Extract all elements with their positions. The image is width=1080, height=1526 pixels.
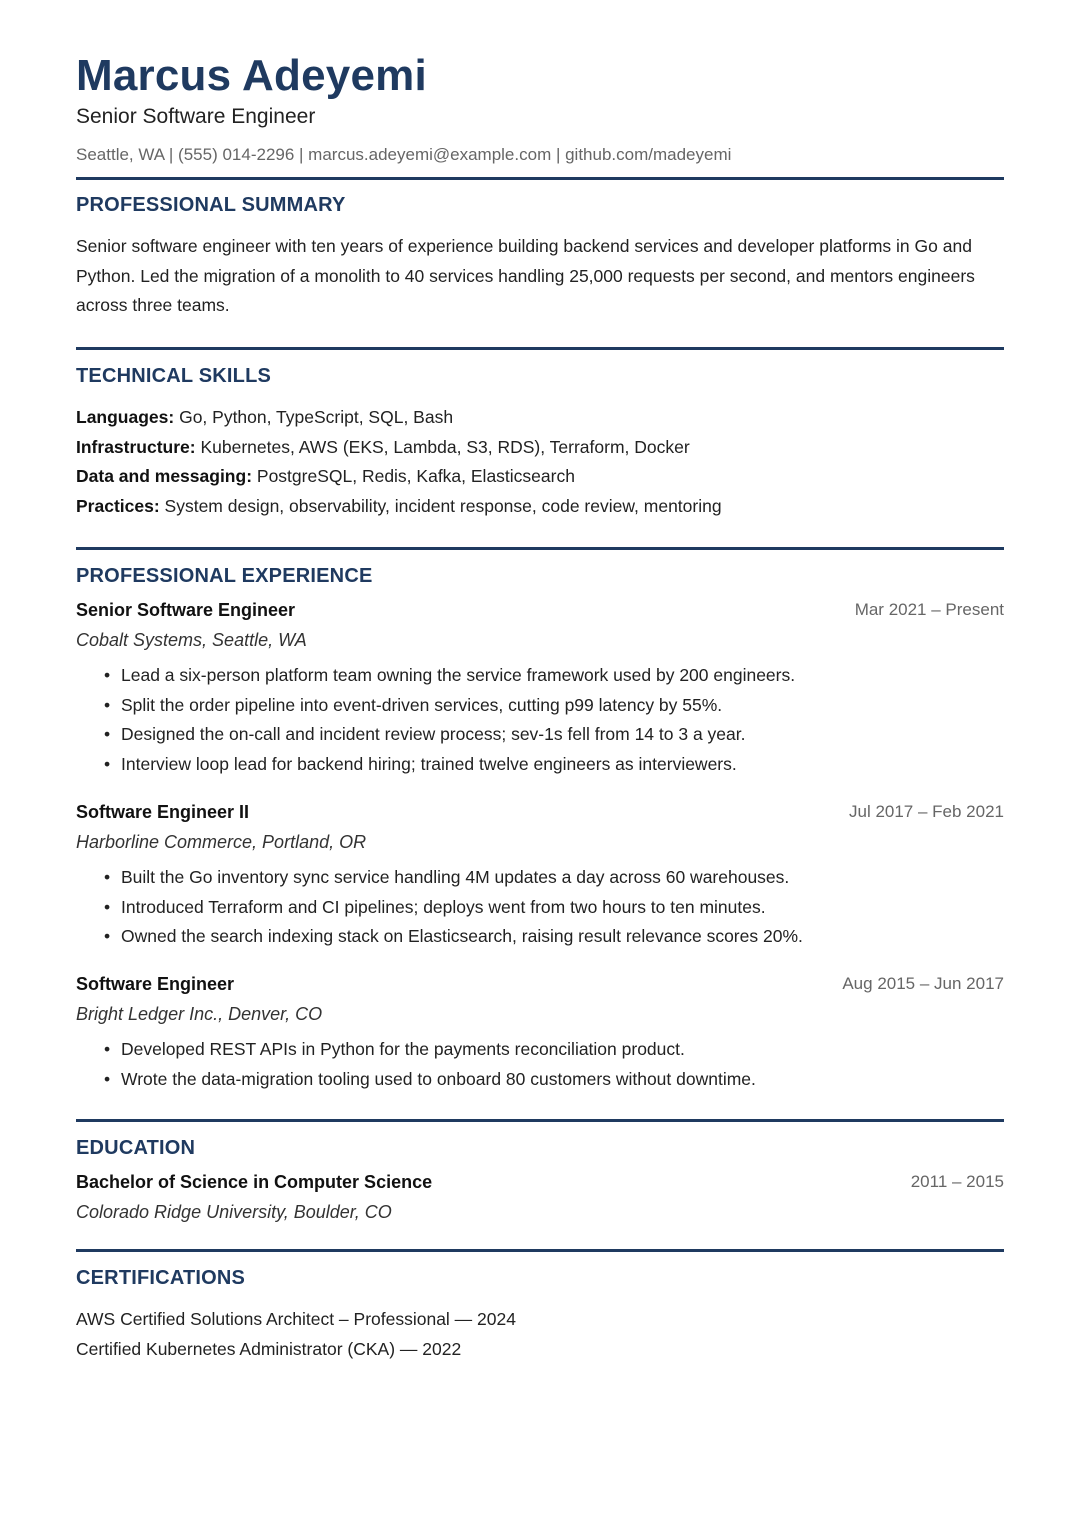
degree-title: Bachelor of Science in Computer Science [76, 1172, 433, 1192]
job-bullets [76, 661, 1004, 779]
job-header [76, 797, 1004, 827]
education-header [76, 1167, 1004, 1197]
section-divider [76, 347, 1004, 350]
skill-label: Practices: [76, 495, 160, 516]
job-organization: Harborline Commerce, Portland, OR [76, 832, 367, 852]
job-header [76, 969, 1004, 999]
bullet-item: • Introduced Terraform and CI pipelines; deploys went from two hours to ten minutes. [104, 893, 1004, 923]
job-bullets [76, 863, 1004, 952]
job-entry [76, 969, 1004, 1094]
bullet-item: • Lead a six-person platform team owning the service framework used by 200 engineers. [104, 661, 1004, 691]
skill-row-data-messaging [76, 462, 1004, 492]
job-bullets [76, 1035, 1004, 1094]
bullet-item: • Developed REST APIs in Python for the payments reconciliation product. [104, 1035, 1004, 1065]
contact-line: Seattle, WA | (555) 014-2296 | marcus.adeyemi@example.com | github.com/madeyemi [76, 145, 732, 164]
education-entry [76, 1167, 1004, 1227]
skill-row-infrastructure [76, 433, 1004, 463]
skill-value: Go, Python, TypeScript, SQL, Bash [174, 407, 454, 427]
job-organization: Bright Ledger Inc., Denver, CO [76, 1004, 323, 1024]
job-entry [76, 797, 1004, 952]
certifications-heading: CERTIFICATIONS [76, 1267, 246, 1289]
job-title: Software Engineer [76, 974, 235, 994]
section-divider [76, 1249, 1004, 1252]
job-dates: Mar 2021 – Present [854, 600, 1004, 619]
job-organization: Cobalt Systems, Seattle, WA [76, 630, 307, 650]
job-header [76, 595, 1004, 625]
bullet-item: • Built the Go inventory sync service handling 4M updates a day across 60 warehouses. [104, 863, 1004, 893]
job-dates: Aug 2015 – Jun 2017 [842, 974, 1004, 993]
section-divider [76, 177, 1004, 180]
certification-item: AWS Certified Solutions Architect – Professional — 2024 [76, 1309, 516, 1329]
skill-row-practices [76, 492, 1004, 522]
skill-row-languages [76, 403, 1004, 433]
education-dates: 2011 – 2015 [910, 1172, 1004, 1191]
section-divider [76, 547, 1004, 550]
job-title: Senior Software Engineer [76, 600, 296, 620]
skill-value: PostgreSQL, Redis, Kafka, Elasticsearch [252, 466, 575, 486]
skill-label: Infrastructure: [76, 436, 196, 457]
candidate-title: Senior Software Engineer [76, 105, 316, 128]
job-entry [76, 595, 1004, 779]
job-title: Software Engineer II [76, 802, 250, 822]
certifications-list [76, 1305, 516, 1364]
job-dates: Jul 2017 – Feb 2021 [848, 802, 1004, 821]
skills-heading: TECHNICAL SKILLS [76, 365, 272, 387]
bullet-item: • Interview loop lead for backend hiring; trained twelve engineers as interviewers. [104, 750, 1004, 780]
skill-value: System design, observability, incident response, code review, mentoring [159, 495, 722, 516]
skills-list [76, 403, 1004, 521]
bullet-item: • Split the order pipeline into event-driven services, cutting p99 latency by 55%. [104, 691, 1004, 721]
candidate-name: Marcus Adeyemi [76, 51, 427, 100]
section-divider [76, 1119, 1004, 1122]
certification-item: Certified Kubernetes Administrator (CKA) — 2022 [76, 1338, 462, 1359]
education-heading: EDUCATION [76, 1137, 196, 1159]
bullet-item: • Designed the on-call and incident review process; sev-1s fell from 14 to 3 a year. [104, 720, 1004, 750]
summary-heading: PROFESSIONAL SUMMARY [76, 194, 346, 216]
summary-text: Senior software engineer with ten years of experience building backend services and developer platforms in Go and Python. Led the migration of a monolith to 40 services handling 25,000 requests per second, and mentors engineers across three teams. [76, 236, 975, 315]
skill-value: Kubernetes, AWS (EKS, Lambda, S3, RDS), Terraform, Docker [195, 436, 690, 457]
skill-label: Data and messaging: [76, 466, 253, 486]
experience-heading: PROFESSIONAL EXPERIENCE [76, 565, 373, 587]
bullet-item: • Owned the search indexing stack on Elasticsearch, raising result relevance scores 20%. [104, 922, 1004, 952]
school-name: Colorado Ridge University, Boulder, CO [76, 1202, 392, 1222]
skill-label: Languages: [76, 407, 175, 427]
bullet-item: • Wrote the data-migration tooling used to onboard 80 customers without downtime. [104, 1065, 1004, 1095]
